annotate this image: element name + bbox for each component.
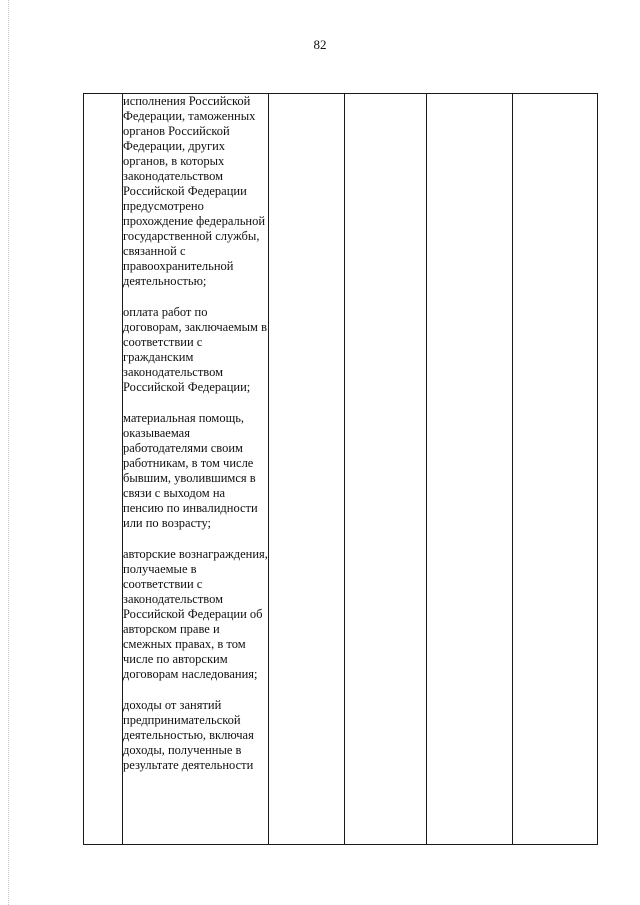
description-paragraph: исполнения Российской Федерации, таможенных органов Российской Федерации, других органов, в которых законодательством Российской Федерации предусмотрено прохождение федеральной государственной службы, связанной с правоохранительной деятельностью; [123, 94, 266, 288]
document-table [83, 93, 598, 845]
table-cell-empty [513, 94, 598, 845]
description-paragraph: материальная помощь, оказываемая работодателями своим работникам, в том числе бывшим, уволившимся в связи с выходом на пенсию по инвалидности или по возрасту; [123, 411, 258, 530]
description-paragraph: доходы от занятий предпринимательской деятельностью, включая доходы, полученные в результате деятельности [123, 698, 254, 772]
table-row [84, 94, 598, 845]
table-cell-description [123, 94, 269, 845]
table-cell-empty [345, 94, 427, 845]
description-paragraph: авторские вознаграждения, получаемые в соответствии с законодательством Российской Федерации об авторском праве и смежных правах, в том числе по авторским договорам наследования; [123, 547, 268, 681]
table-cell-empty [427, 94, 513, 845]
page-number: 82 [313, 37, 327, 52]
scan-edge-artifact [8, 0, 9, 905]
description-paragraph: оплата работ по договорам, заключаемым в соответствии с гражданским законодательством Российской Федерации; [123, 305, 267, 394]
table-cell-empty [269, 94, 345, 845]
table-cell-index [84, 94, 123, 845]
